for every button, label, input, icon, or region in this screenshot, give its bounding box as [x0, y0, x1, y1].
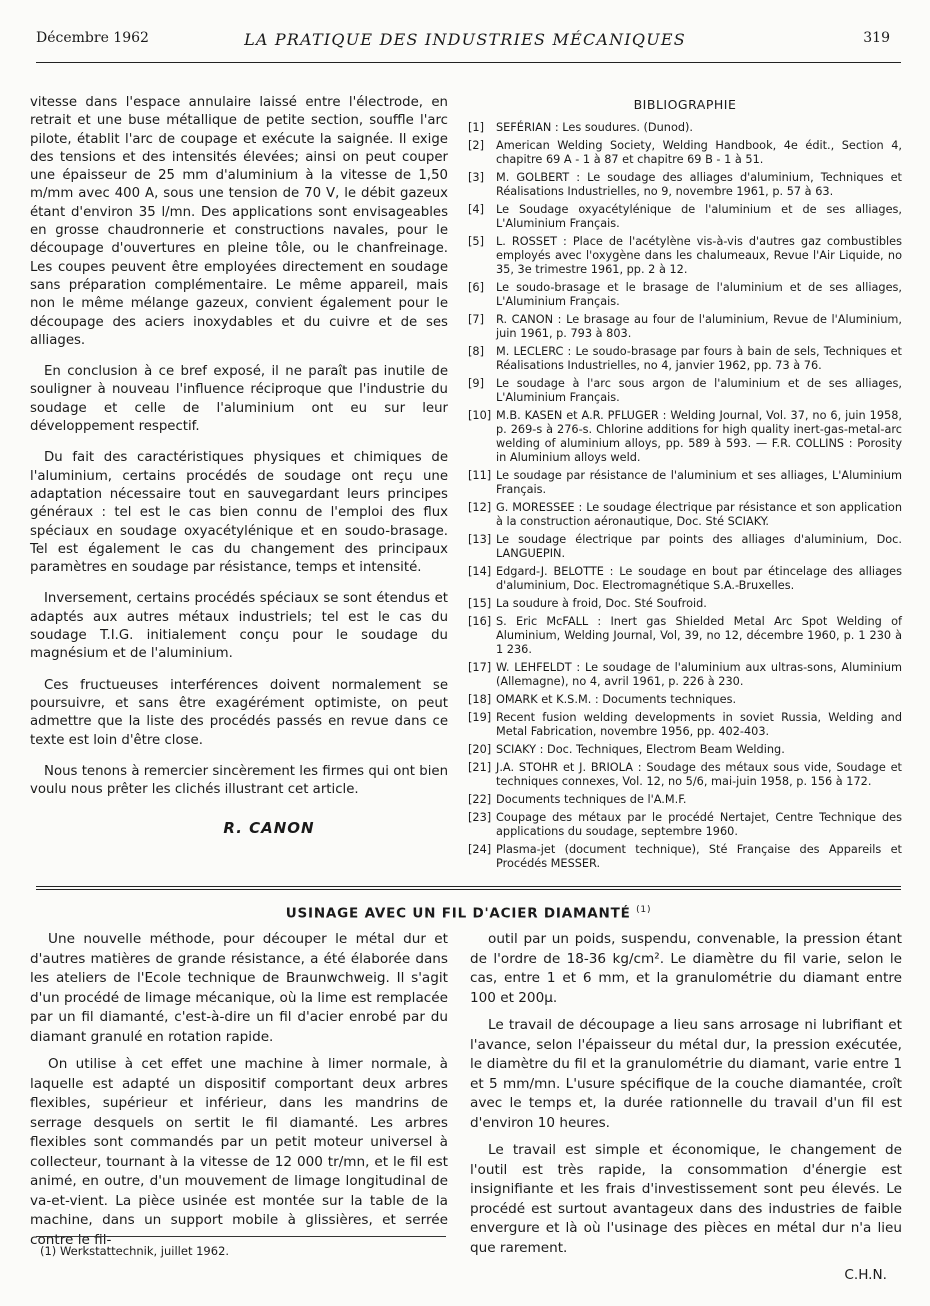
article2-right-column — [470, 930, 902, 1286]
reference-item — [468, 761, 902, 789]
footnote: (1) Werkstattechnik, juillet 1962. — [40, 1244, 230, 1258]
paragraph: vitesse dans l'espace annulaire laissé entre l'électrode, en retrait et une buse métallique de petite section, souffle l'arc pilote, établit l'arc de coupage et exécute la saignée. Il exige des tensions et des intensités élevées; ainsi on peut couper une épaisseur de 25 mm d'aluminium à la vitesse de 1,50 m/mm avec 400 A, sous une tension de 70 V, le débit gazeux étant d'environ 35 l/mn. Des applications sont envisageables en grosse chaudronnerie et constructions navales, pour le découpage d'ouvertures en pleine tôle, ou le chanfreinage. Les coupes peuvent être employées directement en soudage sans préparation complémentaire. Le même appareil, mais non le même mélange gazeux, convient également pour le découpage des aciers inoxydables et du cuivre et de ses alliages. — [30, 95, 448, 348]
paragraph: Le travail est simple et économique, le changement de l'outil est très rapide, la consommation d'énergie est insignifiante et les frais d'investissement sont peu élevés. Le procédé est surtout avantageux dans des industries de faible envergure et là où l'usinage des pièces en métal dur n'a lieu que rarement. — [470, 1142, 902, 1256]
reference-item — [468, 469, 902, 497]
footnote-rule — [36, 1236, 446, 1237]
paragraph: Inversement, certains procédés spéciaux se sont étendus et adaptés aux autres métaux industriels; tel est le cas du soudage T.I.G. initialement conçu pour le soudage du magnésium et de l'aluminium. — [30, 591, 448, 662]
author-initials: C.H.N. — [844, 1267, 887, 1283]
reference-number: [1] — [468, 121, 485, 134]
reference-text: American Welding Society, Welding Handbook, 4e édit., Section 4, chapitre 69 A - 1 à 87 et chapitre 69 B - 1 à 51. — [496, 139, 902, 166]
reference-item — [468, 377, 902, 405]
reference-number: [16] — [468, 615, 492, 628]
article2-left-column — [30, 930, 448, 1258]
reference-list — [468, 121, 902, 871]
reference-number: [4] — [468, 203, 485, 216]
reference-item — [468, 693, 902, 707]
reference-text: W. LEHFELDT : Le soudage de l'aluminium aux ultras-sons, Aluminium (Allemagne), no 4, avril 1961, p. 226 à 230. — [496, 661, 902, 688]
reference-item — [468, 345, 902, 373]
reference-item — [468, 565, 902, 593]
reference-item — [468, 171, 902, 199]
reference-item — [468, 501, 902, 529]
reference-item — [468, 661, 902, 689]
author-signature: R. CANON — [223, 819, 315, 838]
reference-number: [18] — [468, 693, 492, 706]
reference-number: [15] — [468, 597, 492, 610]
reference-text: Plasma-jet (document technique), Sté Française des Appareils et Procédés MESSER. — [496, 843, 902, 870]
reference-number: [5] — [468, 235, 485, 248]
reference-number: [9] — [468, 377, 485, 390]
reference-item — [468, 281, 902, 309]
reference-text: S. Eric McFALL : Inert gas Shielded Metal Arc Spot Welding of Aluminium, Welding Journal, Vol, 39, no 12, décembre 1960, p. 1 230 à 1 236. — [496, 615, 902, 656]
reference-number: [6] — [468, 281, 485, 294]
reference-number: [7] — [468, 313, 485, 326]
reference-number: [22] — [468, 793, 492, 806]
reference-text: L. ROSSET : Place de l'acétylène vis-à-vis d'autres gaz combustibles employés avec l'oxygène dans les chalumeaux, Revue l'Air Liquide, no 35, 3e trimestre 1961, pp. 2 à 12. — [496, 235, 902, 276]
reference-text: Le soudage à l'arc sous argon de l'aluminium et de ses alliages, L'Aluminium Français. — [496, 377, 902, 404]
reference-number: [19] — [468, 711, 492, 724]
reference-number: [21] — [468, 761, 492, 774]
reference-text: Le soudage électrique par points des alliages d'aluminium, Doc. LANGUEPIN. — [496, 533, 902, 560]
issue-date: Décembre 1962 — [36, 30, 149, 46]
paragraph: outil par un poids, suspendu, convenable, la pression étant de l'ordre de 18-36 kg/cm². Le diamètre du fil varie, selon le cas, entre 1 et 6 mm, et la granulométrie du diamant entre 100 et 200µ. — [470, 931, 902, 1006]
reference-item — [468, 793, 902, 807]
paragraph: On utilise à cet effet une machine à limer normale, à laquelle est adapté un dispositif comportant deux arbres flexibles, supérieur et inférieur, dans les mandrins de serrage desquels on sertit le fil diamanté. Les arbres flexibles sont commandés par un petit moteur universel à collecteur, tournant à la vitesse de 12 000 tr/mn, et le fil est animé, en outre, d'un mouvement de limage longitudinal de va-et-vient. La pièce usinée est montée sur la table de la machine, dans un support mobile à glissières, et serrée contre le fil- — [30, 1056, 448, 1248]
reference-number: [3] — [468, 171, 485, 184]
reference-text: Documents techniques de l'A.M.F. — [496, 793, 687, 806]
reference-number: [13] — [468, 533, 492, 546]
reference-item — [468, 743, 902, 757]
footnote-marker: (1) — [636, 905, 652, 915]
reference-number: [14] — [468, 565, 492, 578]
reference-number: [12] — [468, 501, 492, 514]
reference-text: R. CANON : Le brasage au four de l'aluminium, Revue de l'Aluminium, juin 1961, p. 793 à 803. — [496, 313, 902, 340]
reference-item — [468, 139, 902, 167]
journal-title: LA PRATIQUE DES INDUSTRIES MÉCANIQUES — [244, 30, 686, 49]
article-title-text: USINAGE AVEC UN FIL D'ACIER DIAMANTÉ — [285, 905, 631, 922]
reference-number: [17] — [468, 661, 492, 674]
reference-text: M. LECLERC : Le soudo-brasage par fours à bain de sels, Techniques et Réalisations Industrielles, no 4, janvier 1962, pp. 73 à 76. — [496, 345, 902, 372]
reference-item — [468, 409, 902, 465]
paragraph: En conclusion à ce bref exposé, il ne paraît pas inutile de souligner à nouveau l'influence réciproque que l'industrie du soudage et celle de l'aluminium ont eu sur leur développement respectif. — [30, 364, 448, 435]
reference-item — [468, 615, 902, 657]
reference-text: Le soudo-brasage et le brasage de l'aluminium et de ses alliages, L'Aluminium Français. — [496, 281, 902, 308]
header-rule — [36, 62, 901, 63]
reference-text: OMARK et K.S.M. : Documents techniques. — [496, 693, 737, 706]
paragraph: Du fait des caractéristiques physiques et chimiques de l'aluminium, certains procédés de soudage ont reçu une adaptation nécessaire tout en sauvegardant leurs principes généraux : tel est le cas bien connu de l'emploi des flux spéciaux en soudage oxyacétylénique et en soudo-brasage. Tel est également le cas du changement des principaux paramètres en soudage par résistance, temps et intensité. — [30, 450, 448, 576]
bibliography — [468, 97, 902, 875]
reference-item — [468, 203, 902, 231]
reference-item — [468, 597, 902, 611]
reference-number: [11] — [468, 469, 492, 482]
reference-item — [468, 811, 902, 839]
reference-text: M. GOLBERT : Le soudage des alliages d'aluminium, Techniques et Réalisations Industrielles, no 9, novembre 1961, p. 57 à 63. — [496, 171, 902, 198]
reference-text: G. MORESSEE : Le soudage électrique par résistance et son application à la construction aéronautique, Doc. Sté SCIAKY. — [496, 501, 902, 528]
reference-text: Edgard-J. BELOTTE : Le soudage en bout par étincelage des alliages d'aluminium, Doc. Electromagnétique S.A.-Bruxelles. — [496, 565, 902, 592]
page-number: 319 — [863, 30, 890, 46]
paragraph: Une nouvelle méthode, pour découper le métal dur et d'autres matières de grande résistance, a été élaborée dans les ateliers de l'Ecole technique de Braunwchweig. Il s'agit d'un procédé de limage mécanique, où la lime est remplacée par un fil diamanté, c'est-à-dire un fil d'acier enrobé par du diamant granulé en rotation rapide. — [30, 931, 448, 1045]
article-title — [36, 905, 901, 922]
reference-number: [10] — [468, 409, 492, 422]
reference-text: J.A. STOHR et J. BRIOLA : Soudage des métaux sous vide, Soudage et techniques connexes, Vol. 12, no 5/6, mai-juin 1958, p. 156 à 172. — [496, 761, 902, 788]
reference-item — [468, 843, 902, 871]
reference-text: Le soudage par résistance de l'aluminium et ses alliages, L'Aluminium Français. — [496, 469, 902, 496]
reference-text: SCIAKY : Doc. Techniques, Electrom Beam Welding. — [496, 743, 785, 756]
reference-item — [468, 711, 902, 739]
paragraph: Nous tenons à remercier sincèrement les firmes qui ont bien voulu nous prêter les clichés illustrant cet article. — [30, 763, 448, 798]
paragraph: Ces fructueuses interférences doivent normalement se poursuivre, et sans être exagérément optimiste, on peut admettre que la liste des procédés passés en revue dans ce texte est loin d'être close. — [30, 677, 448, 748]
reference-text: SEFÉRIAN : Les soudures. (Dunod). — [496, 121, 694, 134]
reference-number: [8] — [468, 345, 485, 358]
reference-item — [468, 121, 902, 135]
reference-text: Le Soudage oxyacétylénique de l'aluminium et de ses alliages, L'Aluminium Français. — [496, 203, 902, 230]
reference-number: [2] — [468, 139, 485, 152]
bibliography-title: BIBLIOGRAPHIE — [633, 97, 737, 112]
reference-item — [468, 533, 902, 561]
reference-number: [20] — [468, 743, 492, 756]
reference-text: Recent fusion welding developments in soviet Russia, Welding and Metal Fabrication, novembre 1956, pp. 402-403. — [496, 711, 902, 738]
reference-number: [23] — [468, 811, 492, 824]
reference-text: M.B. KASEN et A.R. PFLUGER : Welding Journal, Vol. 37, no 6, juin 1958, p. 269-s à 276-s. Chlorine additions for high quality inert-gas-metal-arc welding of aluminium alloys, pp. 589 à 593. — F.R. COLLINS : Porosity in Aluminium alloys weld. — [496, 409, 902, 464]
article-conclusion — [30, 94, 448, 838]
reference-item — [468, 235, 902, 277]
reference-text: Coupage des métaux par le procédé Nertajet, Centre Technique des applications du soudage, septembre 1960. — [496, 811, 902, 838]
paragraph: Le travail de découpage a lieu sans arrosage ni lubrifiant et l'avance, selon l'épaisseur du métal dur, la pression exécutée, le diamètre du fil et la granulométrie du diamant, varie entre 1 et 5 mm/mn. L'usure spécifique de la couche diamantée, croît avec le temps et, la durée rationnelle du travail d'un fil est d'environ 10 heures. — [470, 1017, 902, 1131]
reference-number: [24] — [468, 843, 492, 856]
section-divider — [36, 886, 901, 890]
reference-text: La soudure à froid, Doc. Sté Soufroid. — [496, 597, 707, 610]
reference-item — [468, 313, 902, 341]
